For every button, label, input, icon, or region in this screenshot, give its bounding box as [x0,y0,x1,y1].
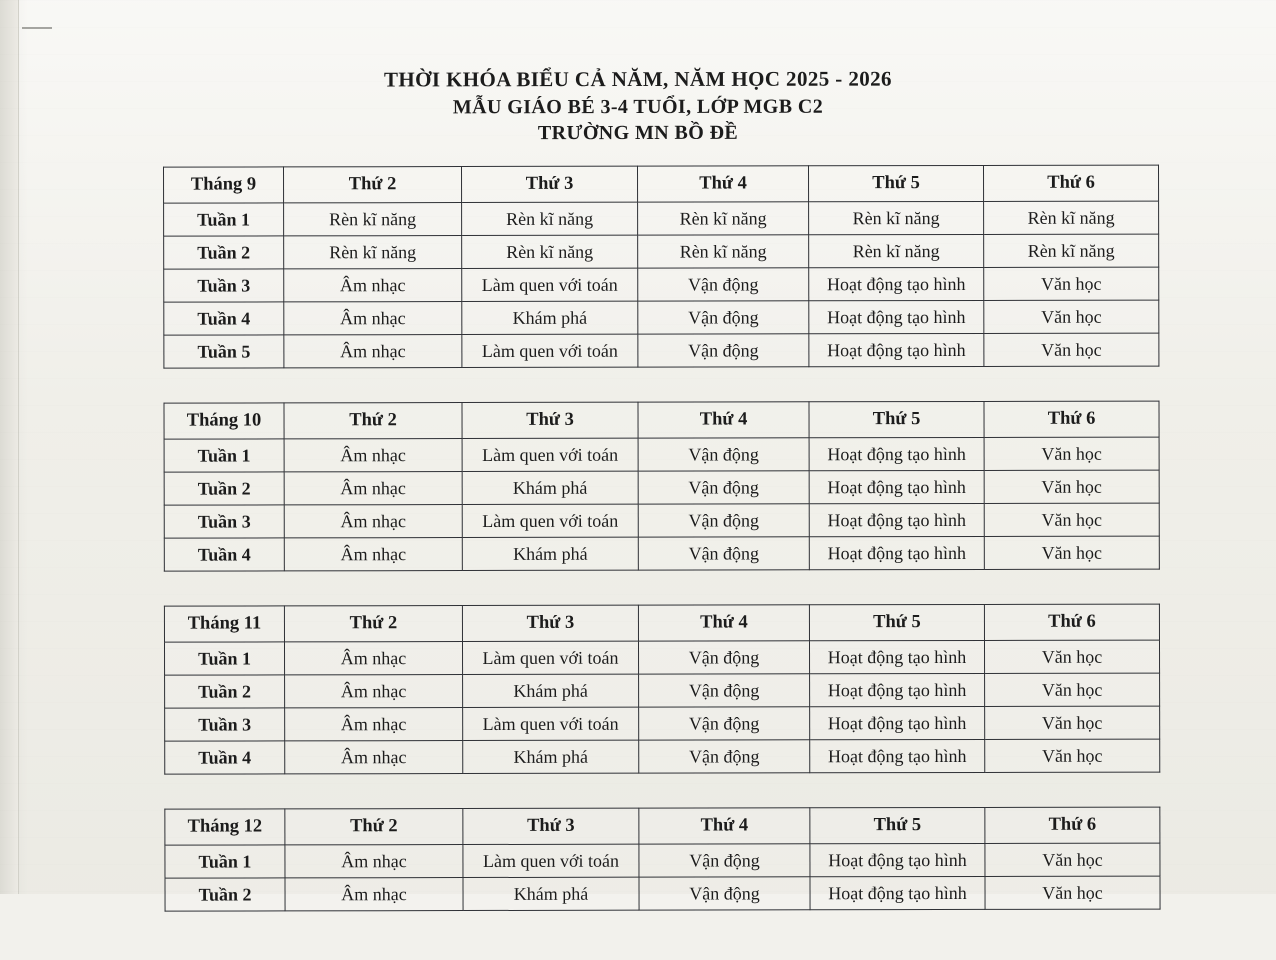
activity-cell: Vận động [638,437,809,470]
activity-cell: Vận động [638,267,809,300]
day-header-cell: Thứ 2 [284,605,462,641]
table-row [165,843,1160,878]
table-row [164,470,1159,505]
activity-cell: Khám phá [462,301,638,334]
activity-cell: Âm nhạc [285,844,463,877]
day-header-cell: Thứ 2 [284,402,462,438]
activity-cell: Âm nhạc [285,740,463,773]
activity-cell: Văn học [984,267,1159,300]
week-label-cell: Tuần 2 [165,674,285,707]
day-header-cell: Thứ 3 [462,166,638,202]
page-title: THỜI KHÓA BIỂU CẢ NĂM, NĂM HỌC 2025 - 2026 [383,66,892,92]
activity-cell: Âm nhạc [285,674,463,707]
activity-cell: Văn học [984,536,1159,569]
activity-cell: Âm nhạc [284,504,462,537]
day-header-cell: Thứ 5 [810,807,985,843]
activity-cell: Hoạt động tạo hình [809,503,984,536]
activity-cell: Âm nhạc [284,438,462,471]
activity-cell: Âm nhạc [284,268,462,301]
table-row [165,739,1160,774]
week-label-cell: Tuần 4 [165,740,285,773]
week-label-cell: Tuần 2 [164,471,284,504]
week-label-cell: Tuần 3 [165,707,285,740]
activity-cell: Rèn kĩ năng [638,201,809,234]
table-row [165,876,1160,911]
month-label-cell: Tháng 10 [164,402,284,438]
activity-cell: Vận động [638,333,809,366]
month-label-cell: Tháng 12 [165,808,285,844]
activity-cell: Vận động [638,640,809,673]
day-header-cell: Thứ 3 [462,605,638,641]
activity-cell: Âm nhạc [285,707,463,740]
week-label-cell: Tuần 1 [164,202,284,235]
day-header-cell: Thứ 5 [809,604,984,640]
day-header-cell: Thứ 3 [463,808,639,844]
activity-cell: Văn học [985,739,1160,772]
week-label-cell: Tuần 5 [164,334,284,367]
week-label-cell: Tuần 2 [164,235,284,268]
activity-cell: Vận động [639,843,810,876]
table-row [164,234,1159,269]
activity-cell: Vận động [638,300,809,333]
page-subtitle-class: MẪU GIÁO BÉ 3-4 TUỔI, LỚP MGB C2 [452,95,824,119]
activity-cell: Hoạt động tạo hình [809,437,984,470]
table-header-row [164,165,1159,203]
month-schedule-table [164,603,1160,774]
activity-cell: Hoạt động tạo hình [809,300,984,333]
day-header-cell: Thứ 3 [462,402,638,438]
page-subtitle-school: TRƯỜNG MN BỒ ĐỀ [537,121,739,145]
activity-cell: Khám phá [463,740,639,773]
week-label-cell: Tuần 1 [164,438,284,471]
activity-cell: Vận động [639,876,810,909]
activity-cell: Văn học [984,300,1159,333]
week-label-cell: Tuần 2 [165,877,285,910]
activity-cell: Rèn kĩ năng [284,202,462,235]
activity-cell: Rèn kĩ năng [809,234,984,267]
table-header-row [164,604,1159,642]
day-header-cell: Thứ 6 [984,604,1159,640]
month-schedule-table [163,400,1159,571]
month-schedule-table [163,164,1159,368]
activity-cell: Vận động [638,470,809,503]
document-content [0,66,1276,960]
week-label-cell: Tuần 3 [164,268,284,301]
page-edge-mark [22,27,52,29]
activity-cell: Hoạt động tạo hình [809,640,984,673]
table-row [164,300,1159,335]
activity-cell: Hoạt động tạo hình [810,739,985,772]
month-label-cell: Tháng 11 [164,605,284,641]
day-header-cell: Thứ 2 [284,166,462,202]
activity-cell: Hoạt động tạo hình [810,673,985,706]
table-row [164,503,1159,538]
activity-cell: Âm nhạc [284,641,462,674]
day-header-cell: Thứ 4 [637,165,808,201]
activity-cell: Rèn kĩ năng [984,234,1159,267]
activity-cell: Hoạt động tạo hình [809,536,984,569]
table-header-row [164,401,1159,439]
activity-cell: Văn học [984,470,1159,503]
month-schedule-table [164,806,1160,911]
activity-cell: Văn học [984,640,1159,673]
table-row [164,333,1159,368]
day-header-cell: Thứ 6 [984,401,1159,437]
table-row [165,706,1160,741]
activity-cell: Văn học [984,503,1159,536]
document-title-block [0,65,1276,148]
activity-cell: Làm quen với toán [462,641,638,674]
table-header-row [165,807,1160,845]
day-header-cell: Thứ 6 [983,165,1158,201]
activity-cell: Làm quen với toán [463,844,639,877]
activity-cell: Khám phá [462,537,638,570]
activity-cell: Làm quen với toán [463,707,639,740]
activity-cell: Âm nhạc [284,334,462,367]
day-header-cell: Thứ 2 [285,808,463,844]
activity-cell: Khám phá [463,877,639,910]
activity-cell: Văn học [985,843,1160,876]
activity-cell: Hoạt động tạo hình [809,470,984,503]
week-label-cell: Tuần 1 [165,844,285,877]
activity-cell: Âm nhạc [284,301,462,334]
activity-cell: Hoạt động tạo hình [810,876,985,909]
activity-cell: Vận động [638,536,809,569]
activity-cell: Văn học [985,876,1160,909]
activity-cell: Rèn kĩ năng [462,235,638,268]
activity-cell: Rèn kĩ năng [638,234,809,267]
month-label-cell: Tháng 9 [164,166,284,202]
activity-cell: Hoạt động tạo hình [810,706,985,739]
activity-cell: Rèn kĩ năng [462,202,638,235]
table-row [164,267,1159,302]
activity-cell: Rèn kĩ năng [984,201,1159,234]
table-row [164,437,1159,472]
activity-cell: Rèn kĩ năng [809,201,984,234]
activity-cell: Hoạt động tạo hình [809,267,984,300]
table-row [164,640,1159,675]
activity-cell: Vận động [639,673,810,706]
schedule-tables [0,164,1276,912]
activity-cell: Văn học [985,673,1160,706]
activity-cell: Vận động [638,503,809,536]
activity-cell: Âm nhạc [284,471,462,504]
activity-cell: Âm nhạc [285,877,463,910]
day-header-cell: Thứ 4 [639,807,810,843]
activity-cell: Hoạt động tạo hình [809,333,984,366]
activity-cell: Văn học [984,437,1159,470]
day-header-cell: Thứ 4 [638,401,809,437]
week-label-cell: Tuần 1 [164,641,284,674]
activity-cell: Làm quen với toán [462,438,638,471]
table-row [164,201,1159,236]
activity-cell: Khám phá [463,674,639,707]
activity-cell: Hoạt động tạo hình [810,843,985,876]
day-header-cell: Thứ 4 [638,604,809,640]
activity-cell: Vận động [639,739,810,772]
day-header-cell: Thứ 5 [809,401,984,437]
activity-cell: Vận động [639,706,810,739]
activity-cell: Khám phá [462,471,638,504]
activity-cell: Văn học [984,333,1159,366]
activity-cell: Văn học [985,706,1160,739]
day-header-cell: Thứ 5 [808,165,983,201]
activity-cell: Làm quen với toán [462,268,638,301]
week-label-cell: Tuần 4 [164,537,284,570]
activity-cell: Âm nhạc [284,537,462,570]
table-row [165,673,1160,708]
day-header-cell: Thứ 6 [985,807,1160,843]
activity-cell: Rèn kĩ năng [284,235,462,268]
activity-cell: Làm quen với toán [462,504,638,537]
activity-cell: Làm quen với toán [462,334,638,367]
table-row [164,536,1159,571]
week-label-cell: Tuần 3 [164,504,284,537]
week-label-cell: Tuần 4 [164,301,284,334]
